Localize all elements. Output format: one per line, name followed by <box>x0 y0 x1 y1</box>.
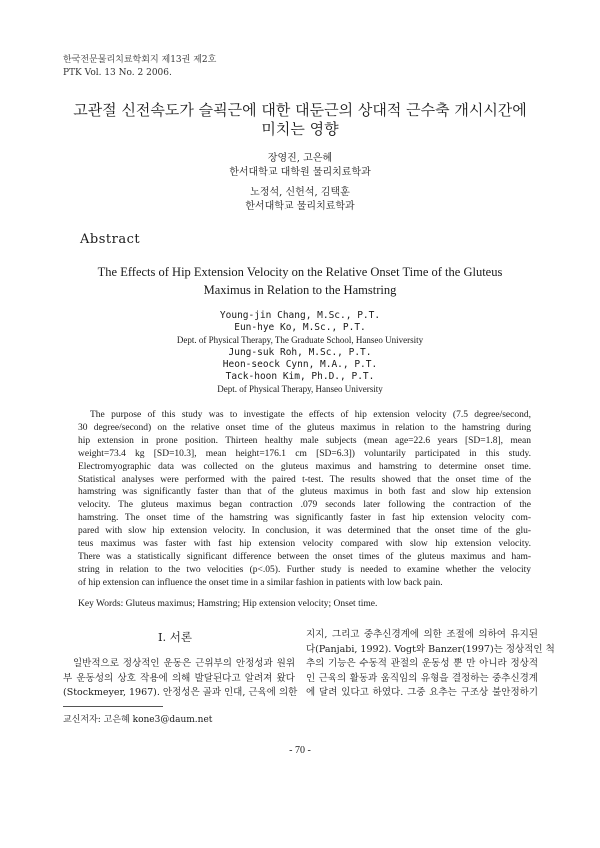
body-line: 다(Panjabi, 1992). Vogt와 Banzer(1997)는 정상적인 척 <box>306 643 555 655</box>
english-title-line-1: The Effects of Hip Extension Velocity on the Relative Onset Time of the Gluteus <box>97 265 503 279</box>
abstract-line: velocity. The gluteus maximus began contraction .079 seconds later following the contraction of the <box>78 500 531 511</box>
abstract-line: pared with slow hip extension velocity. In conclusion, it was determined that the onset time of the glu- <box>78 526 531 537</box>
abstract-line: Electromyographic data was collected on the gluteus maximus and hamstring to determine onset time. <box>78 461 531 472</box>
corresponding-author-footnote: 교신저자: 고은혜 kone3@daum.net <box>63 715 213 725</box>
english-affiliation-2: Dept. of Physical Therapy, Hanseo University <box>217 384 383 394</box>
abstract-line: teus maximus was faster with fast hip extension velocity compared with slow hip extension velocity. <box>78 539 531 550</box>
abstract-heading: Abstract <box>80 232 141 247</box>
body-line: (Stockmeyer, 1967). 안정성은 골과 인대, 근육에 의한 <box>63 687 298 699</box>
body-line: 에 달려 있다고 하였다. 그중 요추는 구조상 불안정하기 <box>306 687 538 699</box>
abstract-line: Statistical analyses were performed with the paired t-test. The results showed that the onset time of the <box>78 474 531 485</box>
abstract-line: weight=73.4 kg [SD=10.3], mean height=176.1 cm [SD=6.3]) voluntarily participated in this study. <box>78 448 531 459</box>
english-title <box>0 263 600 299</box>
body-line: 인 근육의 활동과 움직임의 유형을 결정하는 중추신경계 <box>306 672 538 684</box>
abstract-line: hip extension in prone position. Thirteen healthy male subjects (mean age=22.6 years [SD=1.8], mean <box>78 435 531 446</box>
korean-authors-2: 노정석, 신헌석, 김택훈 <box>250 187 350 198</box>
body-line: 지지, 그리고 중추신경계에 의한 조절에 의하여 유지된 <box>306 629 538 640</box>
english-affiliation-1: Dept. of Physical Therapy, The Graduate School, Hanseo University <box>176 335 424 345</box>
journal-header <box>63 54 216 80</box>
body-line: 부 운동성의 상호 작용에 의해 발달된다고 알려져 왔다 <box>63 672 295 684</box>
abstract-body <box>78 409 531 590</box>
english-author-4: Heon-seock Cynn, M.A., P.T. <box>222 359 378 370</box>
journal-name: 한국전문물리치료학회지 제13권 제2호 <box>63 55 217 65</box>
korean-title-line-2: 미치는 영향 <box>261 120 339 138</box>
journal-volume: PTK Vol. 13 No. 2 2006. <box>63 68 172 78</box>
abstract-line: of hip extension can influence the onset time in a similar fashion in patients with low back pain. <box>78 577 443 588</box>
abstract-line: string in relation to the two velocities (p<.05). Further study is needed to examine whether the velocity <box>78 564 531 575</box>
page-number: - 70 - <box>289 745 311 756</box>
body-left-column <box>63 657 298 701</box>
korean-affiliation-1: 한서대학교 대학원 물리치료학과 <box>229 167 371 178</box>
korean-title-line-1: 고관절 신전속도가 슬괵근에 대한 대둔근의 상대적 근수축 개시시간에 <box>73 101 527 119</box>
english-author-5: Tack-hoon Kim, Ph.D., P.T. <box>225 371 375 382</box>
english-author-1: Young-jin Chang, M.Sc., P.T. <box>219 310 381 321</box>
english-author-3: Jung-suk Roh, M.Sc., P.T. <box>228 347 372 358</box>
korean-affiliation-2: 한서대학교 물리치료학과 <box>245 201 355 212</box>
abstract-line: There was a statistically significant difference between the onset times of the gluteus maximus and ham- <box>78 551 531 562</box>
english-title-line-2: Maximus in Relation to the Hamstring <box>203 283 397 297</box>
korean-authors-1: 장영진, 고은혜 <box>267 153 333 164</box>
abstract-line: hamstring. The onset time of the hamstring was significantly faster in fast hip extension velocity com- <box>78 513 531 524</box>
section-heading-introduction: Ⅰ. 서론 <box>157 630 193 644</box>
korean-title <box>0 101 600 139</box>
body-right-column <box>306 628 555 701</box>
keywords: Key Words: Gluteus maximus; Hamstring; Hip extension velocity; Onset time. <box>78 599 378 609</box>
abstract-line: The purpose of this study was to investigate the effects of hip extension velocity (7.5 degree/second, <box>90 410 531 420</box>
footnote-divider <box>63 706 163 707</box>
english-author-2: Eun-hye Ko, M.Sc., P.T. <box>234 322 366 333</box>
body-line: 추의 기능은 수동적 관절의 운동성 뿐 만 아니라 정상적 <box>306 658 538 670</box>
abstract-line: hamstring was significantly faster than that of the gluteus maximus in both fast and slow hip extension <box>78 487 531 498</box>
body-line: 일반적으로 정상적인 운동은 근위부의 안정성과 원위 <box>73 658 295 669</box>
abstract-line: 30 degree/second) on the relative onset time of the gluteus maximus in relation to the hamstring during <box>78 422 531 433</box>
